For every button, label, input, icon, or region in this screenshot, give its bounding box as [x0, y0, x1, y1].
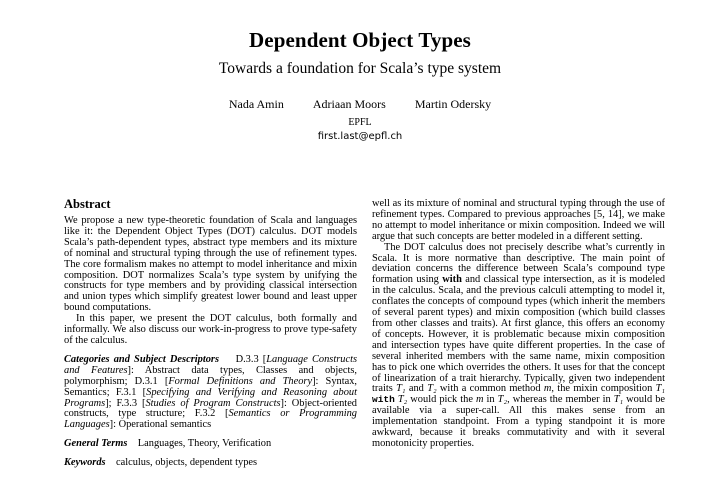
keywords-label: Keywords: [64, 457, 106, 469]
body-paragraph: well as its mixture of nominal and structural typing through the use of refinement types. Compared to previous approaches [5, 14], we make no attempt to model inheritance or mixin composition. Indeed we will argue that such concepts are better modeled in a different setting.: [372, 198, 665, 242]
left-column: [64, 197, 357, 469]
general-terms-section: General Terms Languages, Theory, Verification: [64, 438, 272, 450]
categories-label: Categories and Subject Descriptors: [64, 353, 219, 365]
abstract-heading: Abstract: [64, 197, 111, 211]
body-paragraph: The DOT calculus does not precisely describe what’s currently in Scala. It is more normative than descriptive. The main point of deviation concerns the difference between Scala’s compound type formation using with and classical type intersection, as it is modeled in the calculus. Scala, and the previous calculi attempting to model it, conflates the concepts of compound types (which inherit the members of several parent types) and mixin composition (which build classes from other classes and traits). At first glance, this offers an economy of concepts. However, it is problematic because mixin composition and intersection types have quite different properties. In the case of several inherited members with the same name, mixin composition has to pick one which overrides the others. It uses for that the concept of linearization of a trait hierarchy. Typically, given two independent traits T₁ and T₂ with a common method m, the mixin composition T₁ with T₂ would pick the m in T₂, whereas the member in T₁ would be available via a super-call. All this makes sense from an implementation standpoint. From a typing standpoint it is more awkward, because it breaks commutativity and with it several monotonicity properties.: [372, 241, 666, 449]
abstract-paragraph: We propose a new type-theoretic foundation of Scala and languages like it: the Dependent Object Types (DOT) calculus. DOT models Scala’s path-dependent types, abstract type members and its mixture of nominal and structural typing through the use of refinement types. The core formalism makes no attempt to model inheritance and mixin composition. DOT normalizes Scala’s type system by unifying the constructs for type members and by providing classical intersection and union types which simplify greatest lower bound and least upper bound computations.: [64, 215, 357, 314]
paper-title: Dependent Object Types: [249, 28, 471, 52]
email: first.last@epfl.ch: [317, 131, 403, 142]
author-name: Nada Amin: [228, 97, 284, 111]
right-column: [372, 199, 665, 450]
affiliation: EPFL: [348, 117, 372, 128]
author-list: [0, 97, 720, 112]
author-name: Adriaan Moors: [312, 97, 386, 111]
paper-subtitle: Towards a foundation for Scala’s type system: [218, 60, 502, 77]
keywords-section: Keywords calculus, objects, dependent types: [64, 457, 258, 469]
general-terms-label: General Terms: [64, 438, 128, 450]
author-name: Martin Odersky: [414, 97, 492, 111]
categories-section: Categories and Subject Descriptors D.3.3 [Language Constructs and Features]: Abstract data types, Classes and objects, polymorphism; D.3.1 [Formal Definitions and Theory]: Syntax, Semantics; F.3.1 [Specifying and Verifying and Reasoning about Programs]; F.3.3 [Studies of Program Constructs]: Object-oriented constructs, type structure; F.3.2 [Semantics or Programming Languages]: Operational semantics: [64, 353, 358, 431]
abstract-paragraph: In this paper, we present the DOT calculus, both formally and informally. We also discuss our work-in-progress to prove type-safety of the calculus.: [64, 313, 357, 346]
